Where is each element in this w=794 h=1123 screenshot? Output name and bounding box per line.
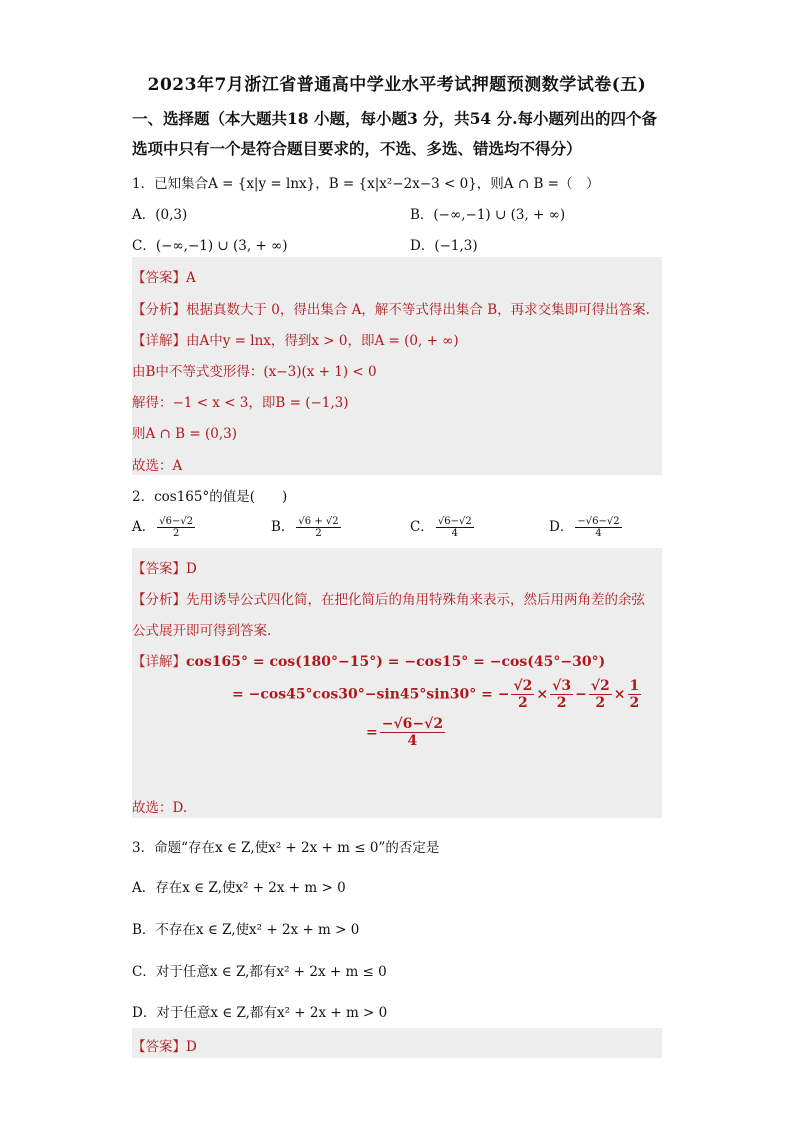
page-title: 2023年7月浙江省普通高中学业水平考试押题预测数学试卷(五): [147, 75, 647, 95]
q1-answer: 【答案】A: [132, 270, 196, 286]
q1-detail-2: 由B中不等式变形得：(x−3)(x + 1) < 0: [132, 364, 377, 380]
q2-option-d-fraction: $\frac{-√6-√2}{4}$: [577, 516, 620, 539]
q2-fraction-1: $\frac{√2}{2}$: [513, 678, 533, 711]
q1-option-a: A．(0,3): [132, 207, 188, 223]
q2-analysis-1: 【分析】先用诱导公式四化简，在把化简后的角用特殊角来表示，然后用两角差的余弦: [132, 592, 645, 608]
q1-stem: 1．已知集合A = {x|y = lnx}，B = {x|x²−2x−3 < 0}，则A ∩ B =（ ）: [132, 176, 600, 192]
q2-stem: 2．cos165°的值是( ): [132, 489, 288, 505]
section-line-1: 一、选择题（本大题共18 小题，每小题3 分，共54 分.每小题列出的四个备: [132, 109, 658, 128]
q2-detail-1: 【详解】cos165° = cos(180°−15°) = −cos15° = −cos(45°−30°): [132, 654, 606, 670]
q2-conclusion: 故选：D.: [132, 800, 188, 816]
q3-option-b: B．不存在x ∈ Z,使x² + 2x + m > 0: [132, 922, 360, 938]
section-line-2: 选项中只有一个是符合题目要求的，不选、多选、错选均不得分）: [132, 139, 582, 158]
q2-option-a-fraction: $\frac{√6-√2}{2}$: [159, 516, 194, 539]
q2-option-b: B． $\frac{√6 + √2}{2}$: [271, 516, 339, 539]
q2-option-a: A． $\frac{√6-√2}{2}$: [132, 516, 194, 539]
q1-option-b: B．(−∞,−1) ∪ (3, + ∞): [410, 207, 566, 223]
q2-option-d: D． $\frac{-√6-√2}{4}$: [549, 516, 620, 539]
q3-stem: 3．命题“存在x ∈ Z,使x² + 2x + m ≤ 0”的否定是: [132, 840, 440, 856]
q1-detail-1: 【详解】由A中y = lnx，得到x > 0，即A = (0, + ∞): [132, 333, 459, 349]
q2-fraction-2: $\frac{√3}{2}$: [552, 678, 572, 711]
q2-detail-2: = −cos45°cos30°−sin45°sin30° = − $\frac{√2}{2}$ × $\frac{√3}{2}$ − $\frac{√2}{2}$ × $\frac{1}{2}$: [232, 678, 640, 711]
q3-option-a: A．存在x ∈ Z,使x² + 2x + m > 0: [132, 880, 346, 896]
q2-fraction-5: $\frac{-√6-√2}{4}$: [381, 716, 444, 749]
q3-answer: 【答案】D: [132, 1039, 197, 1055]
section-heading: [132, 104, 672, 164]
q2-fraction-3: $\frac{√2}{2}$: [590, 678, 610, 711]
q2-detail-3: = $\frac{-√6-√2}{4}$: [366, 716, 444, 749]
q2-analysis-2: 公式展开即可得到答案.: [132, 623, 272, 639]
q3-option-d: D．对于任意x ∈ Z,都有x² + 2x + m > 0: [132, 1005, 388, 1021]
q3-option-c: C．对于任意x ∈ Z,都有x² + 2x + m ≤ 0: [132, 964, 387, 980]
q2-answer: 【答案】D: [132, 561, 197, 577]
q2-option-c: C． $\frac{√6-√2}{4}$: [410, 516, 472, 539]
q2-option-c-fraction: $\frac{√6-√2}{4}$: [437, 516, 472, 539]
q1-detail-4: 则A ∩ B = (0,3): [132, 426, 237, 442]
q1-option-c: C．(−∞,−1) ∪ (3, + ∞): [132, 238, 288, 254]
q3-solution-box: [132, 1028, 662, 1058]
q1-analysis: 【分析】根据真数大于 0，得出集合 A，解不等式得出集合 B，再求交集即可得出答案.: [132, 302, 650, 318]
q1-detail-5: 故选：A: [132, 458, 183, 474]
q1-detail-3: 解得：−1 < x < 3，即B = (−1,3): [132, 395, 349, 411]
q2-fraction-4: $\frac{1}{2}$: [629, 678, 640, 711]
q2-option-b-fraction: $\frac{√6 + √2}{2}$: [298, 516, 339, 539]
q1-option-d: D．(−1,3): [410, 238, 478, 254]
